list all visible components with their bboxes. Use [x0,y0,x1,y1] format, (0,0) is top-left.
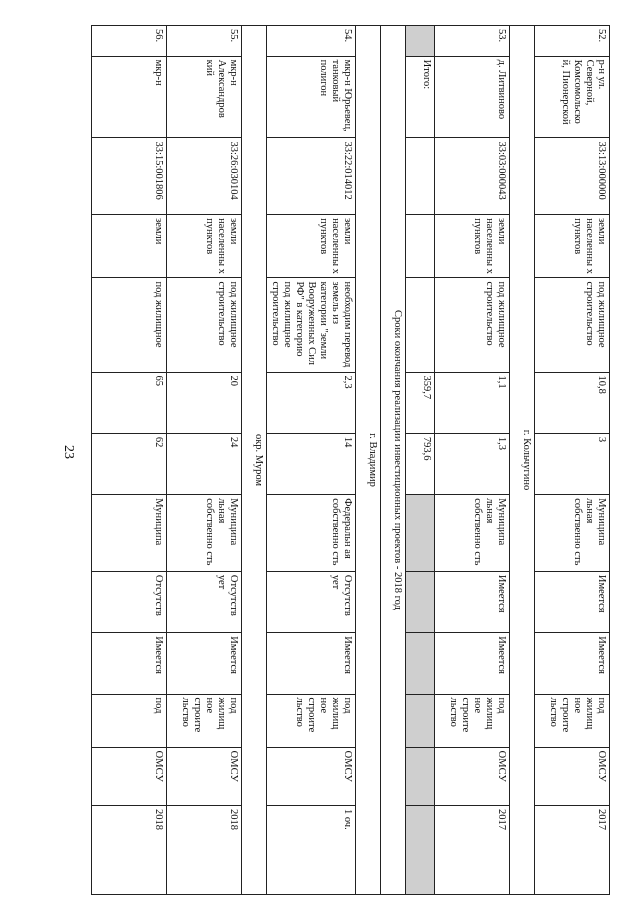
table-cell: 1 оч. [267,805,356,894]
table-cell: земли населенны х пунктов [435,215,510,278]
table-cell: 2017 [435,805,510,894]
table-cell: 33:26:030104 [167,138,242,215]
table-cell: 359,7 [406,372,435,433]
table-cell: земли населенны х пунктов [267,215,356,278]
table-cell: Отсутств ует [167,571,242,632]
table-cell: ОМСУ [167,747,242,805]
table-cell: 2017 [535,805,610,894]
table-cell: 65 [92,372,167,433]
table-row [435,26,510,895]
table-cell: 3 [535,433,610,494]
section-title: г. Кольчугино [510,26,535,895]
section-header-row [381,26,406,895]
section-title: Сроки окончания реализации инвестиционных проектов - 2018 год [381,26,406,895]
table-cell: ОМСУ [535,747,610,805]
table-cell: земли [92,215,167,278]
table-cell: 33:15:001806 [92,138,167,215]
table-cell: 55. [167,26,242,57]
table-cell: мкр-н [92,56,167,138]
table-cell: Имеется [267,633,356,694]
table-cell: Муниципа [92,495,167,572]
table-cell [406,571,435,632]
table-cell: под жилищное [92,278,167,372]
table-cell: под жилищ ное строите льство [535,694,610,747]
table-cell: мкр-н Юрьевец, танковый полигон [267,56,356,138]
table-cell: 793,6 [406,433,435,494]
table-body [92,26,610,895]
table-row [535,26,610,895]
table-cell: ОМСУ [435,747,510,805]
table-cell: 2018 [92,805,167,894]
table-cell: р-н ул. Северной, Комсомольско й, Пионерской [535,56,610,138]
table-cell: земли населенны х пунктов [535,215,610,278]
table-cell: Итого: [406,56,435,138]
table-cell: 33:22:014012 [267,138,356,215]
table-cell: 10,8 [535,372,610,433]
table-cell: Муниципа льная собственно сть [435,495,510,572]
table-cell: необходим перевод земель из категории "земли Вооруженных Сил РФ" в категорию под жилищное строительство [267,278,356,372]
table-cell: ОМСУ [267,747,356,805]
table-cell: 2,3 [267,372,356,433]
section-header-row [242,26,267,895]
table-cell [406,278,435,372]
table-cell: 1,1 [435,372,510,433]
table-cell [406,26,435,57]
section-title: г. Владимир [356,26,381,895]
table-cell: 24 [167,433,242,494]
table-cell [406,805,435,894]
table-cell: 1,3 [435,433,510,494]
table-cell: под жилищ ное строите льство [435,694,510,747]
investment-projects-table [91,25,610,895]
table-cell [406,138,435,215]
table-cell: под жилищ ное строите льство [167,694,242,747]
table-cell: под жилищное строительство [167,278,242,372]
table-cell [406,747,435,805]
section-header-row [510,26,535,895]
table-cell: 33:13:000000 [535,138,610,215]
table-cell: 53. [435,26,510,57]
table-cell: Федеральн ая собственно сть [267,495,356,572]
table-cell: 56. [92,26,167,57]
rotated-table-wrapper [80,25,610,895]
table-cell: Отсутств ует [267,571,356,632]
table-row [92,26,167,895]
section-header-row [356,26,381,895]
page-number: 23 [61,445,76,459]
table-cell: под [92,694,167,747]
table-cell: Муниципа льная собственно сть [167,495,242,572]
table-cell: Муниципа льная собственно сть [535,495,610,572]
table-cell: Имеется [167,633,242,694]
table-cell: под жилищ ное строите льство [267,694,356,747]
table-cell: Имеется [435,571,510,632]
table-cell: 33:03:000043 [435,138,510,215]
table-cell: д. Литвиново [435,56,510,138]
table-cell: Имеется [535,571,610,632]
table-cell: 54. [267,26,356,57]
table-row [267,26,356,895]
table-cell: под жилищное строительство [535,278,610,372]
table-cell: 62 [92,433,167,494]
table-cell: Отсутств [92,571,167,632]
table-cell [406,495,435,572]
table-cell: 14 [267,433,356,494]
table-cell: 20 [167,372,242,433]
table-cell: мкр-н Александров кий [167,56,242,138]
table-cell: ОМСУ [92,747,167,805]
total-row [406,26,435,895]
table-cell: Имеется [92,633,167,694]
table-cell: Имеется [535,633,610,694]
table-cell: земли населенны х пунктов [167,215,242,278]
table-cell [406,633,435,694]
table-cell [406,215,435,278]
table-cell: под жилищное строительство [435,278,510,372]
table-cell: 2018 [167,805,242,894]
section-title: окр. Муром [242,26,267,895]
table-cell: Имеется [435,633,510,694]
table-cell: 52. [535,26,610,57]
table-cell [406,694,435,747]
table-row [167,26,242,895]
